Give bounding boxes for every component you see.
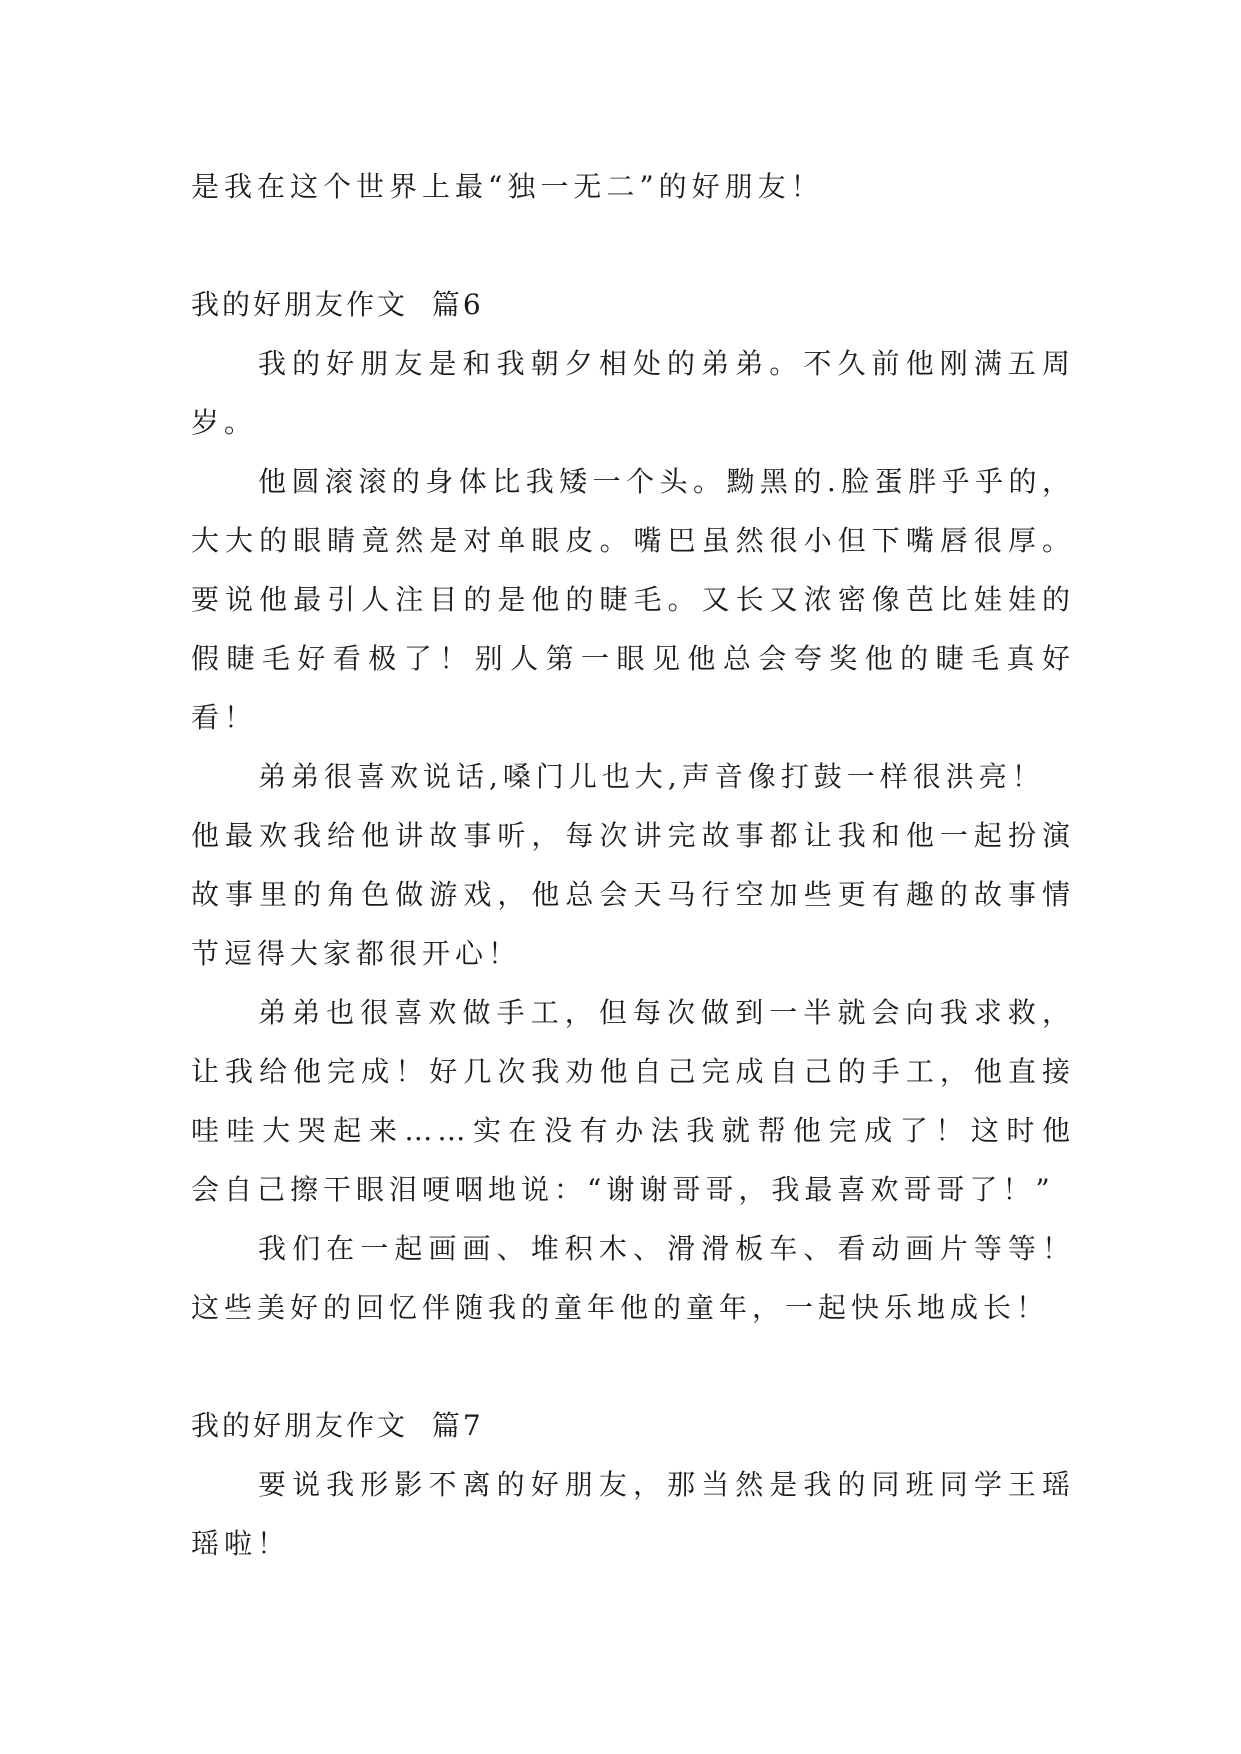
paragraph-line: 故事里的角色做游戏，他总会天马行空加些更有趣的故事情 [191,878,1075,911]
paragraph [191,983,1075,1219]
paragraph-line: 这些美好的回忆伴随我的童年他的童年，一起快乐地成长！ [191,1291,1050,1324]
paragraph-line: 会自己擦干眼泪哽咽地说：“谢谢哥哥，我最喜欢哥哥了！” [191,1173,1055,1206]
text-column [191,157,1075,1573]
paragraph [191,1455,1075,1573]
paragraph [191,452,1075,747]
paragraph [191,334,1075,452]
paragraph-line: 要说他最引人注目的是他的睫毛。又长又浓密像芭比娃娃的 [191,583,1075,616]
paragraph-line: 我们在一起画画、堆积木、滑滑板车、看动画片等等！ [258,1232,1075,1265]
paragraph-line: 假睫毛好看极了！别人第一眼见他总会夸奖他的睫毛真好 [191,642,1075,675]
paragraph-line: 弟弟也很喜欢做手工，但每次做到一半就会向我求救， [258,996,1075,1029]
section-heading: 我的好朋友作文 篇7 [191,1409,484,1442]
paragraph-line: 瑶啦！ [191,1527,291,1560]
section-heading: 我的好朋友作文 篇6 [191,288,484,321]
continued-paragraph-line: 是我在这个世界上最“独一无二”的好朋友！ [191,170,824,203]
paragraph-line: 节逗得大家都很开心！ [191,937,522,970]
paragraph-line: 让我给他完成！好几次我劝他自己完成自己的手工，他直接 [191,1055,1075,1088]
paragraph-line: 要说我形影不离的好朋友，那当然是我的同班同学王瑶 [258,1468,1075,1501]
paragraph-line: 他圆滚滚的身体比我矮一个头。黝黑的.脸蛋胖乎乎的， [258,465,1075,498]
paragraph-line: 弟弟很喜欢说话,嗓门儿也大,声音像打鼓一样很洪亮！ [258,760,1045,793]
paragraph-line: 大大的眼睛竟然是对单眼皮。嘴巴虽然很小但下嘴唇很厚。 [191,524,1075,557]
paragraph-line: 看！ [191,701,258,734]
paragraph-line: 哇哇大哭起来……实在没有办法我就帮他完成了！这时他 [191,1114,1075,1147]
paragraph-line: 我的好朋友是和我朝夕相处的弟弟。不久前他刚满五周 [258,347,1075,380]
paragraph [191,1219,1075,1337]
paragraph-line: 岁。 [191,406,258,439]
paragraph-line: 他最欢我给他讲故事听，每次讲完故事都让我和他一起扮演 [191,819,1075,852]
paragraph [191,747,1075,983]
